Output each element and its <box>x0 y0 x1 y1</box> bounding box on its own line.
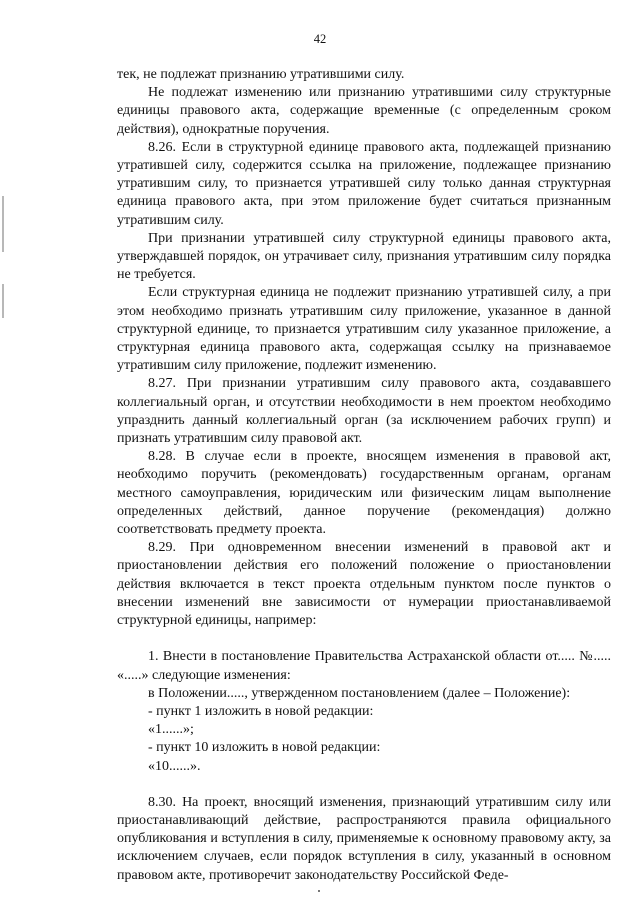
paragraph: При признании утратившей силу структурной единицы правового акта, утверждавшей порядок, он утрачивает силу, признания утратившим силу порядка не требуется. <box>117 230 611 283</box>
example-line: в Положении....., утвержденном постановлением (далее – Положение): <box>148 685 571 701</box>
paragraph: Если структурная единица не подлежит признанию утратившей силу, а при этом необходимо признать утратившим силу приложение, указанное в данной структурной единице, то признается утратившим силу указанное приложение, а структурная единица правового акта, содержащая ссылку на признаваемое утратившим силу приложение, подлежит изменению. <box>117 285 611 374</box>
scan-dot <box>318 890 320 892</box>
paragraph-8-29: 8.29. При одновременном внесении изменений в правовой акт и приостановлении действия его положений положение о приостановлении действия включается в текст проекта отдельным пунктом после пунктов о внесении изменений вне зависимости от нумерации приостанавливаемой структурной единицы, например: <box>117 540 611 629</box>
paragraph-8-30: 8.30. На проект, вносящий изменения, признающий утратившим силу или приостанавливающий действие, распространяются правила официального опубликования и вступления в силу, применяемые к основному правовому акту, за исключением случаев, если порядок вступления в силу, указанный в основном правовом акте, противоречит законодательству Российской Феде- <box>117 794 611 883</box>
paragraph-8-28: 8.28. В случае если в проекте, вносящем изменения в правовой акт, необходимо поручить (рекомендовать) государственным органам, органам местного самоуправления, юридическим или физическим лицам выполнение определенных действий, данное поручение (рекомендация) должно соответствовать предмету проекта. <box>117 449 611 538</box>
example-block <box>117 648 611 775</box>
paragraph: Не подлежат изменению или признанию утратившими силу структурные единицы правового акта, содержащие временные (с определенным сроком действия), однократные поручения. <box>117 85 611 137</box>
scan-margin-mark <box>2 284 4 318</box>
paragraph: тек, не подлежат признанию утратившими силу. <box>117 67 405 82</box>
example-line: «10......». <box>148 758 201 774</box>
spacer <box>117 630 611 648</box>
example-line: «1......»; <box>148 722 194 738</box>
spacer <box>117 776 611 794</box>
document-body <box>117 66 611 885</box>
example-line: 1. Внести в постановление Правительства Астраханской области от..... №..... «.....» следующие изменения: <box>117 649 611 683</box>
example-line: - пункт 1 изложить в новой редакции: <box>148 703 374 719</box>
scan-margin-mark <box>2 196 4 252</box>
page-number: 42 <box>313 32 327 46</box>
example-line: - пункт 10 изложить в новой редакции: <box>148 740 381 756</box>
paragraph-8-27: 8.27. При признании утратившим силу правового акта, создававшего коллегиальный орган, и отсутствии необходимости в нем проектом необходимо упразднить данный коллегиальный орган (за исключением рабочих групп) и признать утратившим силу правовой акт. <box>117 376 611 447</box>
paragraph-8-26: 8.26. Если в структурной единице правового акта, подлежащей признанию утратившей силу, содержится ссылка на приложение, подлежащее признанию утратившим силу, то признается утратившей силу только данная структурная единица правового акта, при этом приложение будет считаться признанным утратившим силу. <box>117 139 611 228</box>
